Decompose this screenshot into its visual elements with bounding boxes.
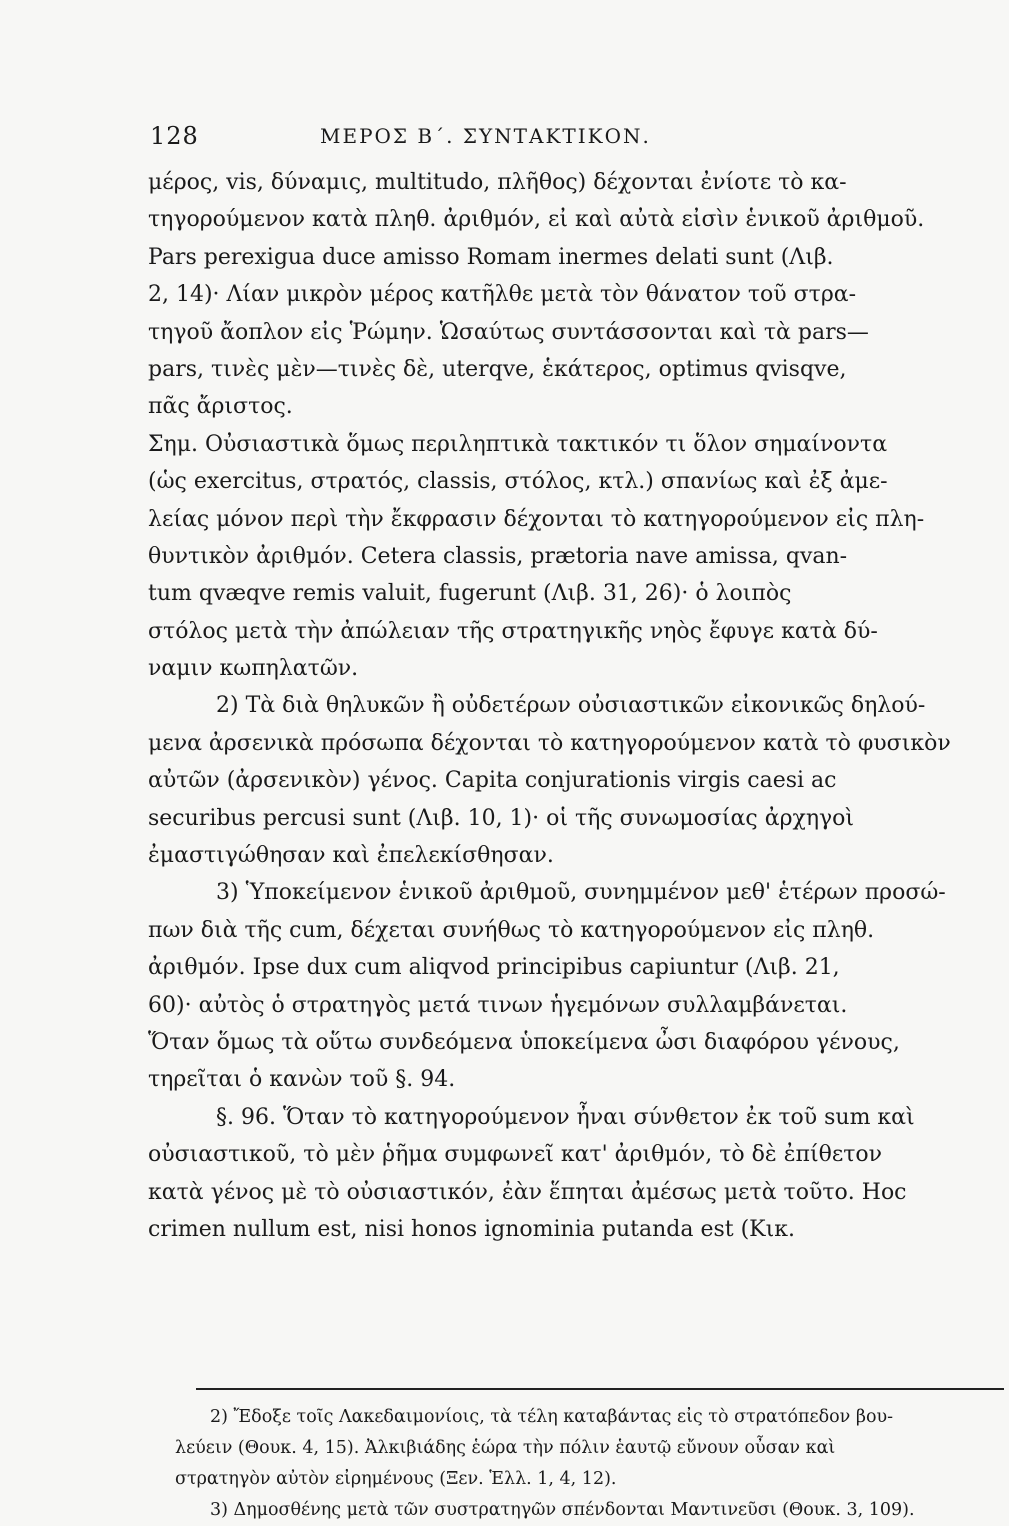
text-line: 60)· αὐτὸς ὁ στρατηγὸς μετά τινων ἡγεμόνων συλλαμβάνεται. [148, 992, 848, 1018]
body-text [148, 164, 1008, 1248]
text-line: πᾶς ἄριστος. [148, 394, 293, 420]
text-line: αὐτῶν (ἀρσενικὸν) γένος. Capita conjurationis virgis caesi ac [148, 768, 837, 794]
text-line: τηγορούμενον κατὰ πληθ. ἀριθμόν, εἰ καὶ αὐτὰ εἰσὶν ἑνικοῦ ἀριθμοῦ. [148, 207, 925, 233]
text-line: tum qvæqve remis valuit, fugerunt (Λιβ. 31, 26)· ὁ λοιπὸς [148, 581, 792, 607]
footnote-line: 2) Ἔδοξε τοῖς Λακεδαιμονίοις, τὰ τέλη καταβάντας εἰς τὸ στρατόπεδον βου- [210, 1407, 894, 1427]
text-line: λείας μόνον περὶ τὴν ἔκφρασιν δέχονται τὸ κατηγορούμενον εἰς πλη- [148, 506, 925, 532]
text-line: 2) Τὰ διὰ θηλυκῶν ἢ οὐδετέρων οὐσιαστικῶν εἰκονικῶς δηλού- [216, 693, 926, 719]
text-line: securibus percusi sunt (Λιβ. 10, 1)· οἱ τῆς συνωμοσίας ἀρχηγοὶ [148, 805, 855, 831]
text-line: Pars perexigua duce amisso Romam inermes delati sunt (Λιβ. [148, 244, 834, 270]
text-line: πων διὰ τῆς cum, δέχεται συνήθως τὸ κατηγορούμενον εἰς πληθ. [148, 917, 875, 943]
text-line: Ὅταν ὅμως τὰ οὕτω συνδεόμενα ὑποκείμενα ὦσι διαφόρου γένους, [148, 1029, 900, 1055]
text-line: ἐμαστιγώθησαν καὶ ἐπελεκίσθησαν. [148, 843, 554, 869]
text-line: pars, τινὲς μὲν—τινὲς δὲ, uterqve, ἑκάτερος, optimus qvisqve, [148, 356, 847, 382]
footnotes [175, 1402, 1008, 1526]
text-line: κατὰ γένος μὲ τὸ οὐσιαστικόν, ἐὰν ἕπηται ἀμέσως μετὰ τοῦτο. Hoc [148, 1179, 907, 1205]
footnote-line: στρατηγὸν αὐτὸν εἰρημένους (Ξεν. Ἑλλ. 1, 4, 12). [175, 1469, 617, 1489]
footnote-line: λεύειν (Θουκ. 4, 15). Ἀλκιβιάδης ἑώρα τὴν πόλιν ἑαυτῷ εὔνουν οὖσαν καὶ [175, 1438, 836, 1458]
text-line: (ὡς exercitus, στρατός, classis, στόλος, κτλ.) σπανίως καὶ ἐξ ἀμε- [148, 469, 888, 495]
text-line: crimen nullum est, nisi honos ignominia putanda est (Κικ. [148, 1216, 795, 1242]
footnote-line: 3) Δημοσθένης μετὰ τῶν συστρατηγῶν σπένδονται Μαντινεῦσι (Θουκ. 3, 109). [210, 1500, 915, 1520]
text-line: οὐσιαστικοῦ, τὸ μὲν ῥῆμα συμφωνεῖ κατ' ἀριθμόν, τὸ δὲ ἐπίθετον [148, 1142, 883, 1168]
footnote-divider [196, 1388, 1004, 1390]
text-line: τηγοῦ ἄοπλον εἰς Ῥώμην. Ὡσαύτως συντάσσονται καὶ τὰ pars— [148, 319, 869, 345]
text-line: τηρεῖται ὁ κανὼν τοῦ §. 94. [148, 1067, 456, 1093]
text-line: Σημ. Οὐσιαστικὰ ὅμως περιληπτικὰ τακτικόν τι ὅλον σημαίνοντα [148, 431, 888, 457]
page-header [150, 122, 1002, 156]
text-line: στόλος μετὰ τὴν ἀπώλειαν τῆς στρατηγικῆς νηὸς ἔφυγε κατὰ δύ- [148, 618, 878, 644]
page-number: 128 [150, 122, 199, 150]
text-line: 3) Ὑποκείμενον ἑνικοῦ ἀριθμοῦ, συνημμένον μεθ' ἑτέρων προσώ- [216, 880, 946, 906]
text-line: θυντικὸν ἀριθμόν. Cetera classis, prætoria nave amissa, qvan- [148, 543, 848, 569]
text-line: μενα ἀρσενικὰ πρόσωπα δέχονται τὸ κατηγορούμενον κατὰ τὸ φυσικὸν [148, 730, 951, 756]
text-line: §. 96. Ὅταν τὸ κατηγορούμενον ἦναι σύνθετον ἐκ τοῦ sum καὶ [216, 1104, 915, 1130]
text-line: 2, 14)· Λίαν μικρὸν μέρος κατῆλθε μετὰ τὸν θάνατον τοῦ στρα- [148, 282, 857, 308]
text-line: μέρος, vis, δύναμις, multitudo, πλῆθος) δέχονται ἐνίοτε τὸ κα- [148, 170, 847, 195]
text-line: ναμιν κωπηλατῶν. [148, 656, 359, 682]
text-line: ἀριθμόν. Ipse dux cum aliqvod principibus capiuntur (Λιβ. 21, [148, 955, 840, 981]
running-head: ΜΕΡΟΣ Β΄. ΣΥΝΤΑΚΤΙΚΟΝ. [320, 124, 651, 148]
